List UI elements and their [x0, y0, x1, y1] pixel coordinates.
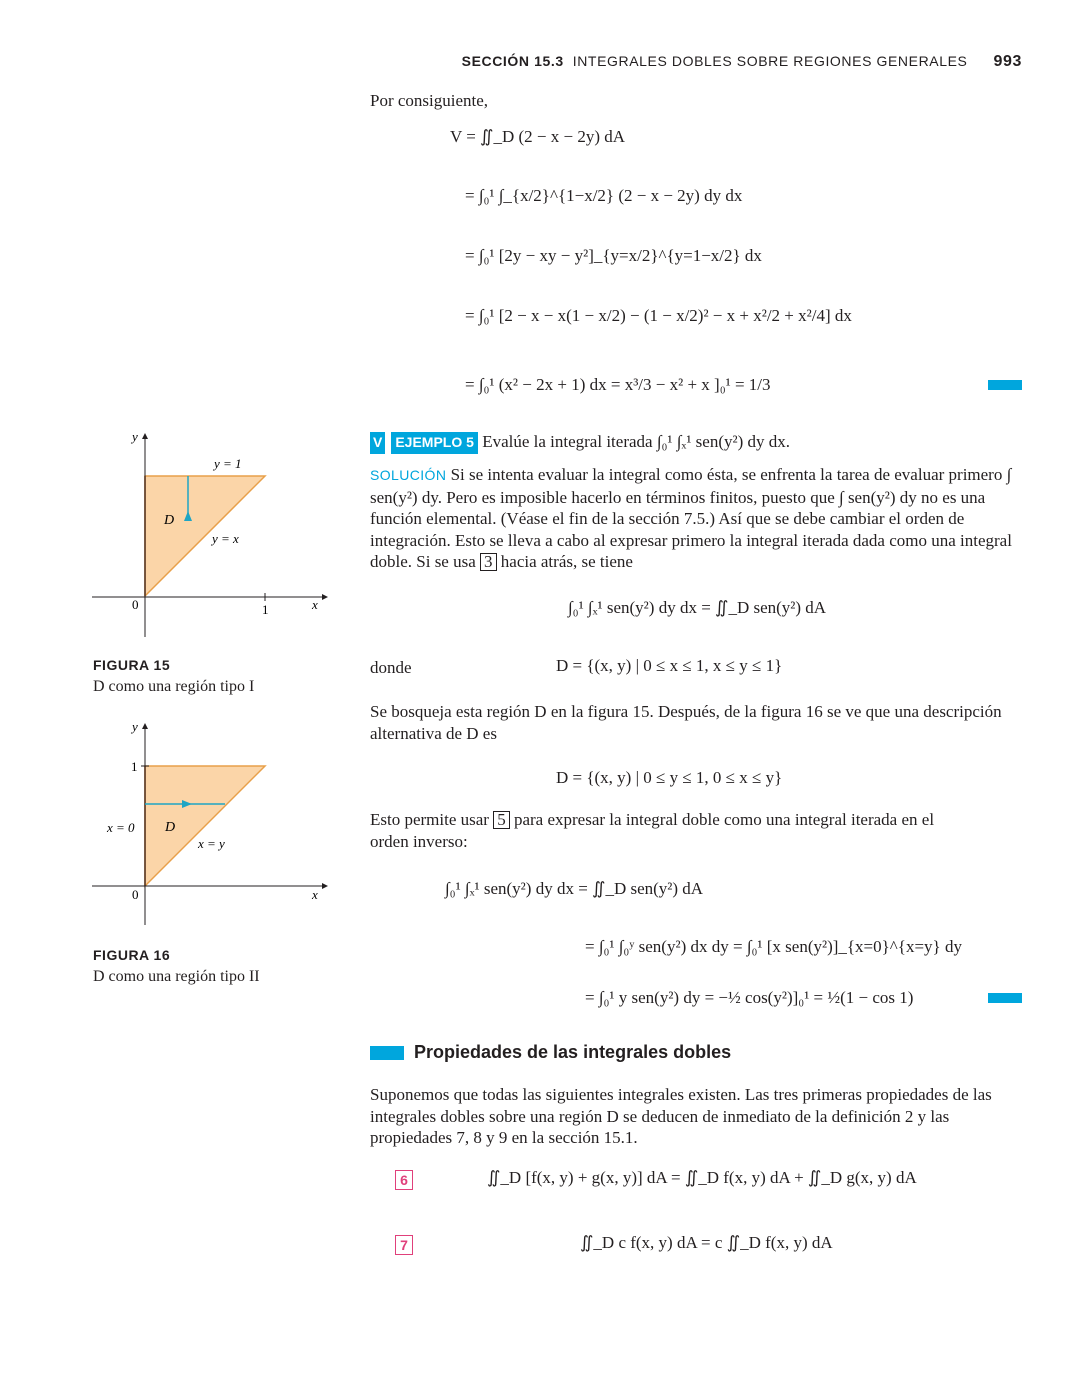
figure-title: FIGURA 15	[93, 657, 171, 673]
figure-15-caption	[93, 654, 254, 698]
section-title: INTEGRALES DOBLES SOBRE REGIONES GENERALES	[572, 53, 968, 69]
volume-eq-3: = ∫₀¹ [2y − xy − y²]_{y=x/2}^{y=1−x/2} dx	[465, 246, 762, 265]
section-number: SECCIÓN 15.3	[461, 53, 564, 69]
figure-16-caption	[93, 944, 260, 988]
final-eq-2: = ∫₀¹ ∫₀ʸ sen(y²) dx dy = ∫₀¹ [x sen(y²)]_{x=0}^{x=y} dy	[585, 937, 962, 956]
figure-15-graph	[90, 425, 330, 645]
region-d-type2: D = {(x, y) | 0 ≤ y ≤ 1, 0 ≤ x ≤ y}	[556, 768, 783, 787]
donde-label: donde	[370, 658, 412, 677]
volume-eq-5: = ∫₀¹ (x² − 2x + 1) dx = x³/3 − x² + x ]₀¹ = 1/3	[465, 375, 771, 394]
equation-ref-3: 3	[480, 553, 497, 571]
text: Esto permite usar	[370, 810, 489, 829]
paragraph-properties: Suponemos que todas las siguientes integrales existen. Las tres primeras propiedades de las integrales dobles sobre una región D se deducen de inmediato de la definición 2 y las propiedades 7, 8 y 9 en la sección 15.1.	[370, 1085, 992, 1147]
solution-text: Si se intenta evaluar la integral como ésta, se enfrenta la tarea de evaluar primero ∫ sen(y²) dy. Pero es imposible hacerlo en términos finitos, puesto que ∫ sen(y²) dy no es una función elemental. (Véase el fin de la sección 7.5.) Así que se debe cambiar el orden de integración. Esto se lleva a cabo al expresar primero la integral iterada dada como una integral doble. Si se usa	[370, 465, 1012, 571]
final-eq-3: = ∫₀¹ y sen(y²) dy = −½ cos(y²)]₀¹ = ½(1 − cos 1)	[585, 988, 914, 1007]
figure-title: FIGURA 16	[93, 947, 171, 963]
text: para expresar la integral doble como una integral iterada en el orden inverso:	[370, 810, 935, 851]
region-label: D	[164, 513, 175, 528]
final-eq-1: ∫₀¹ ∫ₓ¹ sen(y²) dy dx = ∬_D sen(y²) dA	[445, 879, 704, 898]
equation-ref-5: 5	[493, 811, 510, 829]
solution-paragraph	[370, 464, 1020, 573]
property-7-eq: ∬_D c f(x, y) dA = c ∬_D f(x, y) dA	[580, 1233, 833, 1252]
tick-1-label: 1	[262, 602, 269, 617]
volume-eq-4: = ∫₀¹ [2 − x − x(1 − x/2) − (1 − x/2)² − x + x²/2 + x²/4] dx	[465, 306, 852, 325]
volume-eq-2: = ∫₀¹ ∫_{x/2}^{1−x/2} (2 − x − 2y) dy dx	[465, 186, 743, 205]
example-statement: Evalúe la integral iterada ∫₀¹ ∫ₓ¹ sen(y²) dy dx.	[482, 432, 791, 451]
line-x0-label: x = 0	[107, 820, 135, 835]
line-y1-label: y = 1	[214, 456, 242, 471]
origin-label: 0	[132, 597, 139, 612]
example-badge: EJEMPLO 5	[391, 432, 478, 454]
y-label: y	[132, 429, 138, 444]
y-label: y	[132, 719, 138, 734]
region-label: D	[165, 820, 176, 835]
figure-caption: D como una región tipo I	[93, 678, 255, 695]
figure-caption: D como una región tipo II	[93, 968, 260, 985]
solution-label: SOLUCIÓN	[370, 467, 447, 483]
x-label: x	[312, 887, 318, 902]
example-5	[370, 431, 1020, 454]
page-number: 993	[993, 53, 1022, 70]
equation-a: ∫₀¹ ∫ₓ¹ sen(y²) dy dx = ∬_D sen(y²) dA	[568, 598, 827, 617]
paragraph-region: Se bosqueja esta región D en la figura 15. Después, de la figura 16 se ve que una descripción alternativa de D es	[370, 702, 1002, 743]
running-header	[462, 53, 1022, 71]
heading-text: Propiedades de las integrales dobles	[414, 1042, 732, 1062]
x-label: x	[312, 597, 318, 612]
region-d-type1: D = {(x, y) | 0 ≤ x ≤ 1, x ≤ y ≤ 1}	[556, 656, 783, 675]
line-yx-label: y = x	[212, 531, 239, 546]
solution-text-end: hacia atrás, se tiene	[500, 552, 633, 571]
intro-text: Por consiguiente,	[370, 91, 489, 110]
property-number-6: 6	[395, 1170, 413, 1190]
figure-16-graph	[90, 715, 330, 930]
origin-label: 0	[132, 887, 139, 902]
property-6-eq: ∬_D [f(x, y) + g(x, y)] dA = ∬_D f(x, y) dA + ∬_D g(x, y) dA	[487, 1168, 917, 1187]
paragraph-reverse	[370, 809, 960, 852]
region-d	[145, 766, 265, 886]
tick-1-label: 1	[131, 759, 138, 774]
end-of-example-marker	[988, 993, 1022, 1003]
region-d	[145, 476, 265, 596]
line-xy-label: x = y	[198, 836, 225, 851]
section-heading	[370, 1042, 731, 1063]
volume-eq-1: V = ∬_D (2 − x − 2y) dA	[450, 127, 626, 146]
heading-bar	[370, 1046, 404, 1060]
property-number-7: 7	[395, 1235, 413, 1255]
video-badge: V	[370, 432, 385, 454]
end-of-example-marker	[988, 380, 1022, 390]
